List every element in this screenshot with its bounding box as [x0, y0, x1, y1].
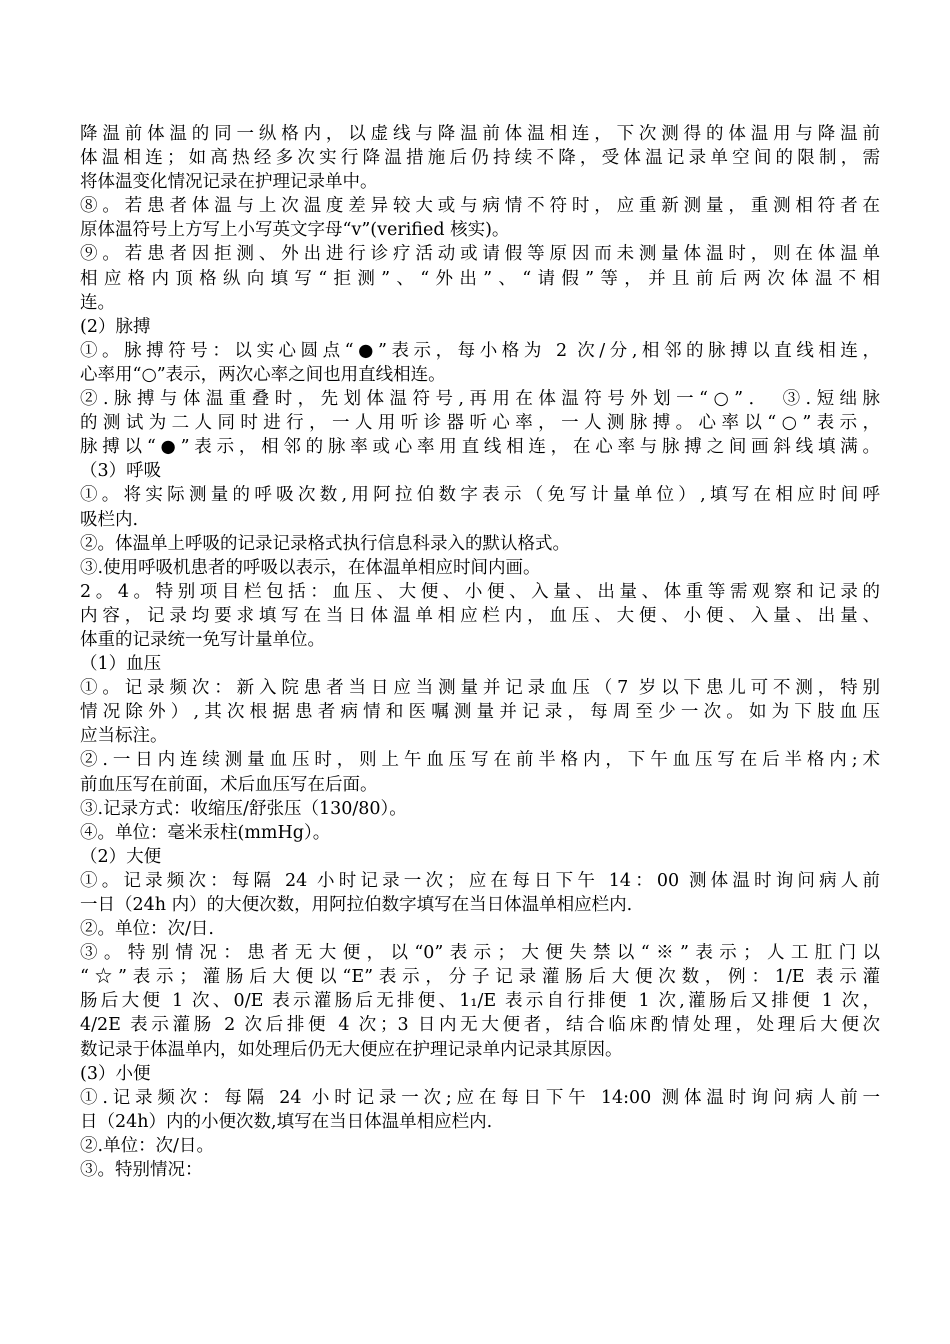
- text-line: ③。特别情况：: [80, 1160, 203, 1181]
- text-line: 心率用“○”表示，两次心率之间也用直线相连。: [80, 364, 446, 385]
- text-line: 体重的记录统一免写计量单位。: [80, 629, 325, 650]
- text-line: 应当标注。: [80, 726, 168, 747]
- text-line: （3）呼吸: [80, 461, 162, 482]
- text-line: 肠后大便 1 次、0/E 表示灌肠后无排便、1₁/E 表示自行排便 1 次,灌肠后又排便 1 次，: [80, 991, 880, 1012]
- text-line: ⑨。若患者因拒测、外出进行诊疗活动或请假等原因而未测量体温时，则在体温单: [80, 244, 880, 265]
- text-line: 日（24h）内的小便次数,填写在当日体温单相应栏内.: [80, 1111, 493, 1132]
- text-line: 2。4。特别项目栏包括：血压、大便、小便、入量、出量、体重等需观察和记录的: [80, 581, 880, 602]
- text-line: （2）大便: [80, 846, 162, 867]
- text-line: 情况除外）,其次根据患者病情和医嘱测量并记录，每周至少一次。如为下肢血压: [80, 702, 880, 723]
- text-line: ②。体温单上呼吸的记录记录格式执行信息科录入的默认格式。: [80, 533, 570, 554]
- text-line: ①。将实际测量的呼吸次数,用阿拉伯数字表示（免写计量单位）,填写在相应时间呼: [80, 485, 880, 506]
- text-line: 数记录于体温单内，如处理后仍无大便应在护理记录单内记录其原因。: [80, 1039, 623, 1060]
- text-line: ①。记录频次：每隔 24 小时记录一次；应在每日下午 14：00 测体温时询问病人前: [80, 870, 880, 891]
- document-body: [80, 122, 880, 1182]
- text-line: 4/2E 表示灌肠 2 次后排便 4 次；3 日内无大便者，结合临床酌情处理，处理后大便次: [80, 1015, 880, 1036]
- text-line: 降温前体温的同一纵格内，以虚线与降温前体温相连，下次测得的体温用与降温前: [80, 124, 880, 144]
- text-line: 连。: [80, 292, 115, 313]
- text-line: 相应格内顶格纵向填写“拒测”、“外出”、“请假”等，并且前后两次体温不相: [80, 268, 880, 289]
- text-line: 体温相连；如高热经多次实行降温措施后仍持续不降，受体温记录单空间的限制，需: [80, 148, 880, 169]
- text-line: (3）小便: [80, 1063, 151, 1084]
- text-line: 前血压写在前面，术后血压写在后面。: [80, 774, 378, 795]
- text-line: 一日（24h 内）的大便次数，用阿拉伯数字填写在当日体温单相应栏内.: [80, 895, 633, 915]
- text-line: 脉搏以“●”表示，相邻的脉率或心率用直线相连，在心率与脉搏之间画斜线填满。: [80, 437, 880, 458]
- text-line: ①。脉搏符号：以实心圆点“●”表示，每小格为 2 次/分,相邻的脉搏以直线相连，: [80, 340, 880, 361]
- text-line: ⑧。若患者体温与上次温度差异较大或与病情不符时，应重新测量，重测相符者在: [80, 196, 880, 217]
- text-line: 原体温符号上方写上小写英文字母“v”(verified 核实)。: [80, 220, 510, 241]
- text-line: (2）脉搏: [80, 316, 151, 337]
- text-line: ③.记录方式：收缩压/舒张压（130/80）。: [80, 798, 407, 819]
- text-line: （1）血压: [80, 654, 162, 675]
- text-line: ①。记录频次：新入院患者当日应当测量并记录血压（7 岁以下患儿可不测，特别: [80, 678, 880, 699]
- text-line: ②.一日内连续测量血压时，则上午血压写在前半格内，下午血压写在后半格内;术: [80, 750, 880, 771]
- text-line: ①.记录频次：每隔 24 小时记录一次;应在每日下午 14:00 测体温时询问病人前一: [80, 1087, 880, 1108]
- text-line: ④。单位：毫米汞柱(mmHg）。: [80, 822, 331, 843]
- text-line: ②。单位：次/日.: [80, 919, 214, 940]
- text-line: ②.脉搏与体温重叠时，先划体温符号,再用在体温符号外划一“○”． ③.短绌脉: [80, 389, 880, 410]
- text-line: 的测试为二人同时进行，一人用听诊器听心率，一人测脉搏。心率以“○”表示，: [80, 413, 880, 434]
- text-line: “☆”表示；灌肠后大便以“E”表示，分子记录灌肠后大便次数，例：1/E 表示灌: [80, 967, 880, 988]
- text-line: 吸栏内.: [80, 509, 139, 530]
- text-line: 将体温变化情况记录在护理记录单中。: [80, 172, 378, 193]
- text-line: 内容，记录均要求填写在当日体温单相应栏内，血压、大便、小便、入量、出量、: [80, 605, 880, 626]
- text-line: ②.单位：次/日。: [80, 1135, 214, 1156]
- text-line: ③.使用呼吸机患者的呼吸以表示，在体温单相应时间内画。: [80, 557, 541, 578]
- text-line: ③。特别情况：患者无大便，以“0”表示；大便失禁以“※”表示；人工肛门以: [80, 943, 880, 964]
